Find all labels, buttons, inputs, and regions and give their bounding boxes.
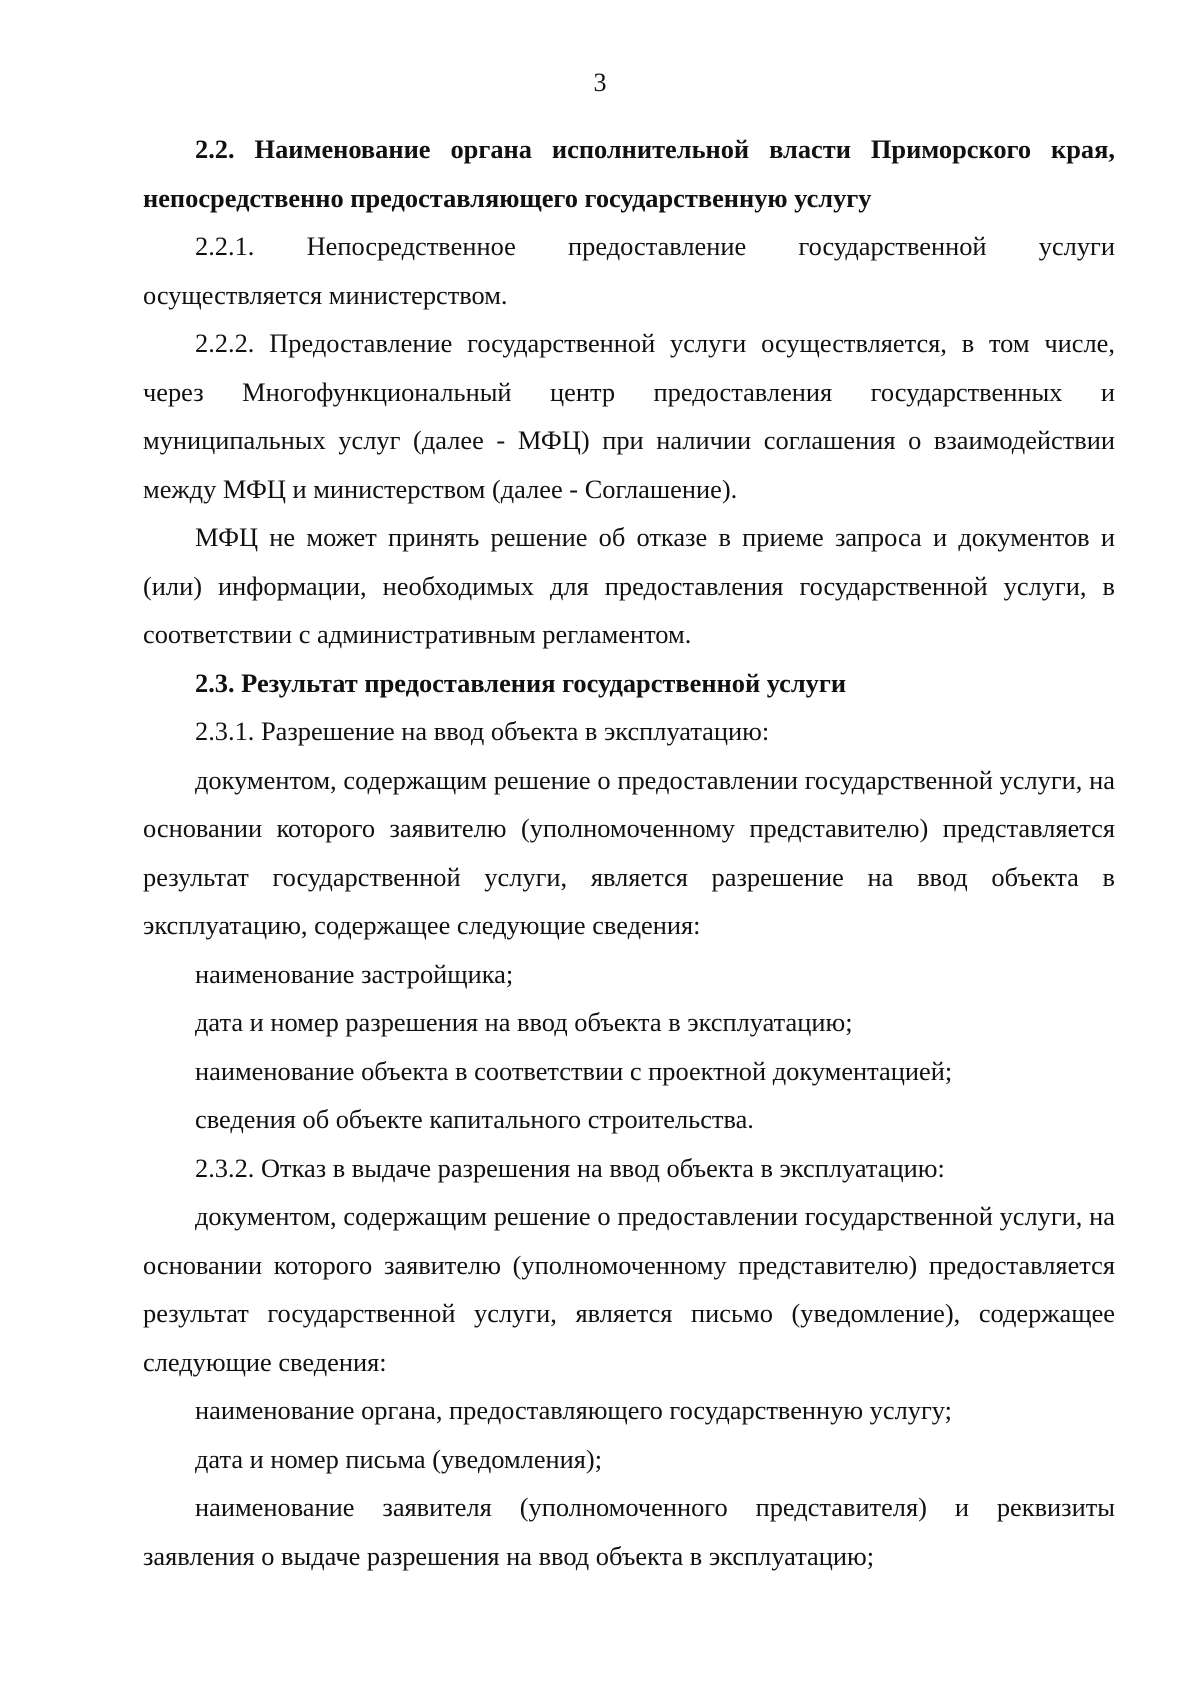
- section-heading-2-2: 2.2. Наименование органа исполнительной власти Приморского края, непосредственно предоставляющего государственную услугу: [143, 134, 1115, 213]
- paragraph-2-2-1: 2.2.1. Непосредственное предоставление государственной услуги осуществляется министерством.: [143, 231, 1115, 310]
- section-heading-2-3: 2.3. Результат предоставления государственной услуги: [195, 667, 847, 698]
- paragraph-2-2-2: 2.2.2. Предоставление государственной услуги осуществляется, в том числе, через Многофункциональный центр предоставления государственных и муниципальных услуг (далее - МФЦ) при наличии соглашения о взаимодействии между МФЦ и министерством (далее - Соглашение).: [143, 328, 1115, 504]
- list-item-permit-date-number: дата и номер разрешения на ввод объекта в эксплуатацию;: [195, 1007, 853, 1037]
- list-item-developer-name: наименование застройщика;: [195, 958, 514, 989]
- paragraph-2-3-2: 2.3.2. Отказ в выдаче разрешения на ввод объекта в эксплуатацию:: [195, 1152, 945, 1183]
- paragraph-permit-document: документом, содержащим решение о предоставлении государственной услуги, на основании которого заявителю (уполномоченному представителю) представляется результат государственной услуги, является разрешение на ввод объекта в эксплуатацию, содержащее следующие сведения:: [143, 764, 1115, 940]
- paragraph-mfc-refusal: МФЦ не может принять решение об отказе в приеме запроса и документов и (или) информации, необходимых для предоставления государственной услуги, в соответствии с административным регламентом.: [143, 522, 1115, 649]
- list-item-object-info: сведения об объекте капитального строительства.: [195, 1104, 754, 1134]
- page-number: 3: [593, 68, 607, 97]
- list-item-letter-date-number: дата и номер письма (уведомления);: [195, 1443, 603, 1474]
- paragraph-2-3-1: 2.3.1. Разрешение на ввод объекта в эксплуатацию:: [195, 716, 770, 746]
- list-item-object-name: наименование объекта в соответствии с проектной документацией;: [195, 1055, 953, 1086]
- list-item-authority-name: наименование органа, предоставляющего государственную услугу;: [195, 1395, 952, 1425]
- document-body: [143, 125, 1115, 1580]
- list-item-applicant-details: наименование заявителя (уполномоченного представителя) и реквизиты заявления о выдаче разрешения на ввод объекта в эксплуатацию;: [143, 1492, 1115, 1571]
- paragraph-refusal-document: документом, содержащим решение о предоставлении государственной услуги, на основании которого заявителю (уполномоченному представителю) предоставляется результат государственной услуги, является письмо (уведомление), содержащее следующие сведения:: [143, 1201, 1115, 1377]
